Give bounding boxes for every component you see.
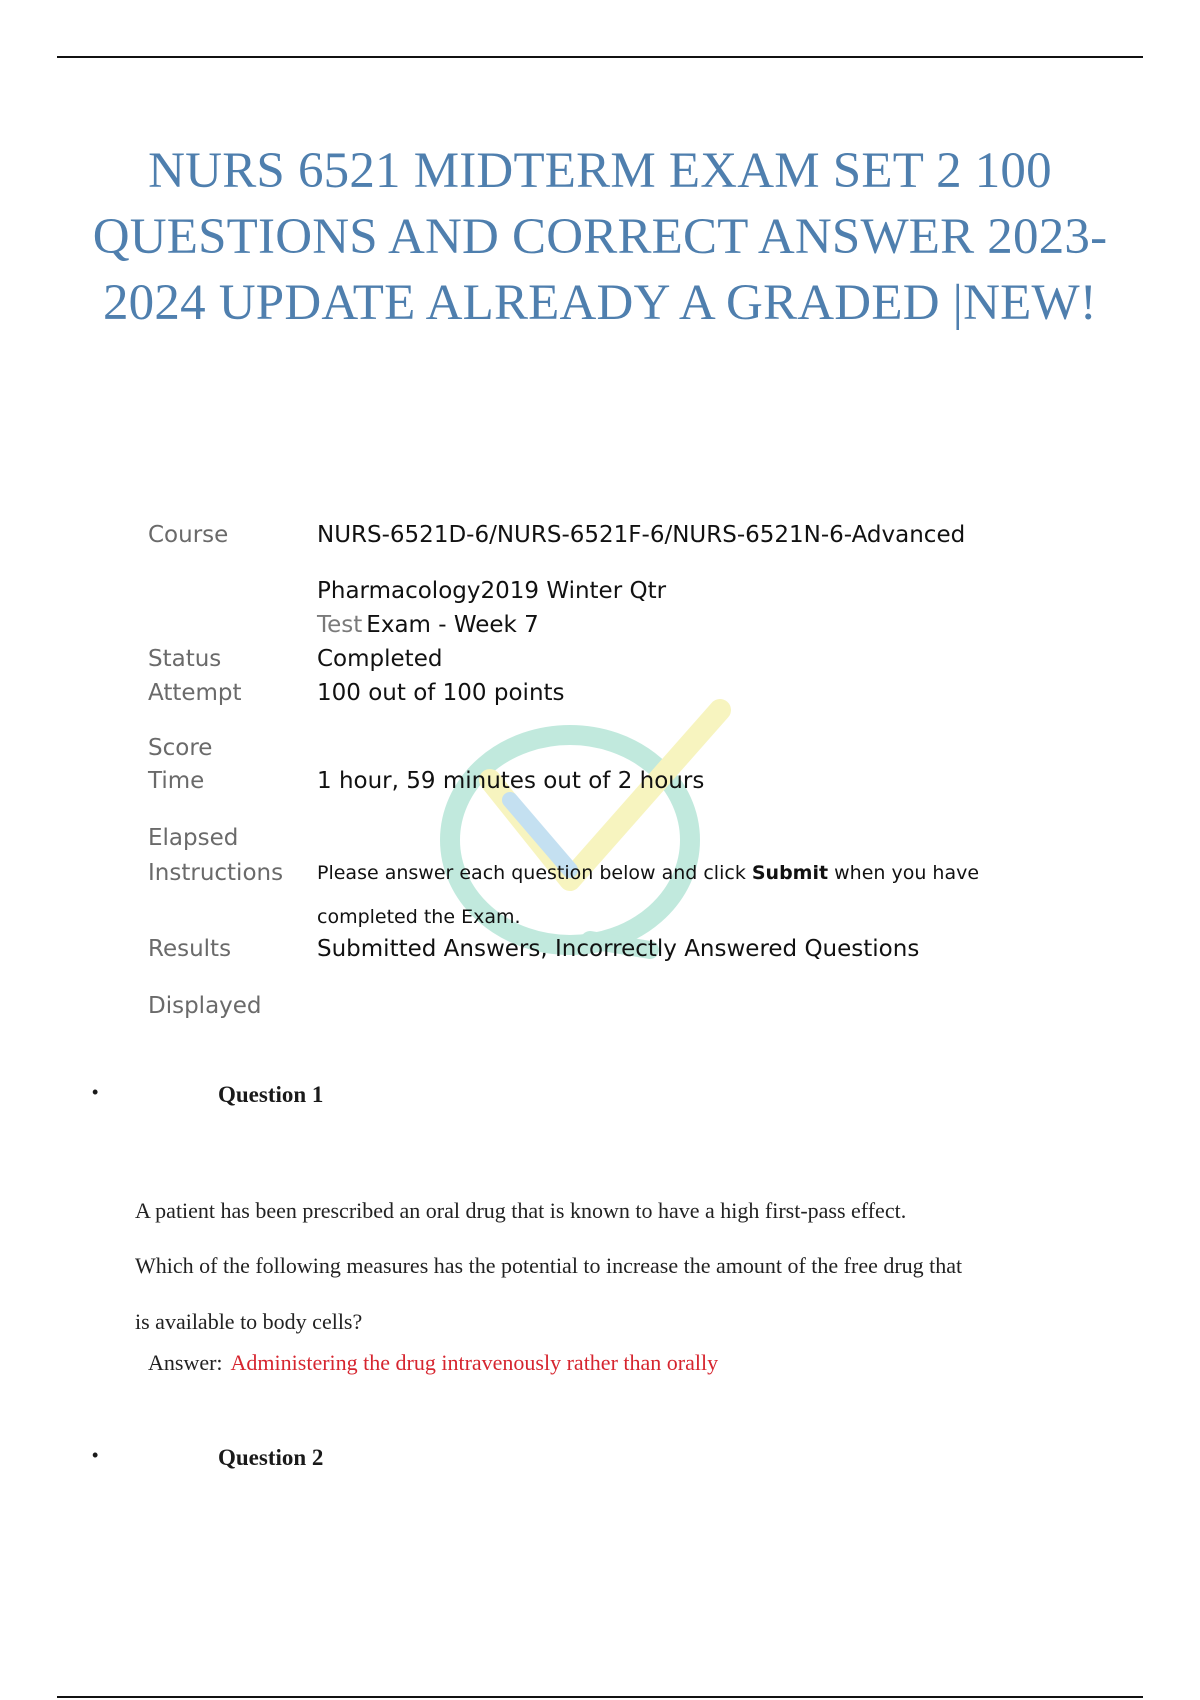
- instructions-submit-word: Submit: [751, 862, 829, 884]
- results-value: Submitted Answers, Incorrectly Answered Questions: [317, 936, 920, 962]
- bottom-rule: [57, 1696, 1143, 1698]
- test-label: Test: [317, 612, 363, 638]
- instructions-text-post: when you have: [828, 862, 980, 884]
- question-1-line-3: is available to body cells?: [135, 1309, 363, 1334]
- course-label: Course: [148, 522, 229, 548]
- time-value: 1 hour, 59 minutes out of 2 hours: [317, 768, 705, 794]
- question-2-label: Question 2: [218, 1445, 324, 1470]
- instructions-text-pre: Please answer each question below and click: [317, 862, 752, 884]
- answer-text: Administering the drug intravenously rather than orally: [230, 1350, 719, 1375]
- document-title: [60, 138, 1140, 336]
- test-value: [317, 612, 539, 638]
- instructions-label: Instructions: [148, 860, 284, 886]
- title-line-2: QUESTIONS AND CORRECT ANSWER 2023-: [92, 209, 1108, 265]
- instructions-value-line-2: completed the Exam.: [317, 906, 521, 928]
- test-name: Exam - Week 7: [366, 612, 539, 638]
- time-label: Time: [148, 768, 205, 794]
- bullet: •: [92, 1445, 99, 1465]
- course-value: NURS-6521D-6/NURS-6521F-6/NURS-6521N-6-Advanced: [317, 522, 966, 548]
- score-label: Score: [148, 735, 213, 761]
- elapsed-label: Elapsed: [148, 825, 239, 851]
- course-value-line-2: Pharmacology2019 Winter Qtr: [317, 578, 667, 604]
- title-line-1: NURS 6521 MIDTERM EXAM SET 2 100: [148, 143, 1052, 199]
- question-1-line-1: A patient has been prescribed an oral drug that is known to have a high first-pass effect.: [135, 1198, 907, 1223]
- answer-label: Answer:: [148, 1350, 223, 1375]
- status-value: Completed: [317, 646, 443, 672]
- attempt-label: Attempt: [148, 680, 242, 706]
- attempt-value: 100 out of 100 points: [317, 680, 565, 706]
- top-rule: [57, 56, 1143, 58]
- title-line-3: 2024 UPDATE ALREADY A GRADED |NEW!: [102, 275, 1097, 331]
- instructions-value: [317, 862, 979, 884]
- question-1-line-2: Which of the following measures has the potential to increase the amount of the free drug that: [135, 1253, 963, 1278]
- question-1-answer: [148, 1350, 718, 1376]
- question-1-label: Question 1: [218, 1082, 324, 1107]
- bullet: •: [92, 1082, 99, 1102]
- displayed-label: Displayed: [148, 993, 262, 1019]
- results-label: Results: [148, 936, 232, 962]
- status-label: Status: [148, 646, 222, 672]
